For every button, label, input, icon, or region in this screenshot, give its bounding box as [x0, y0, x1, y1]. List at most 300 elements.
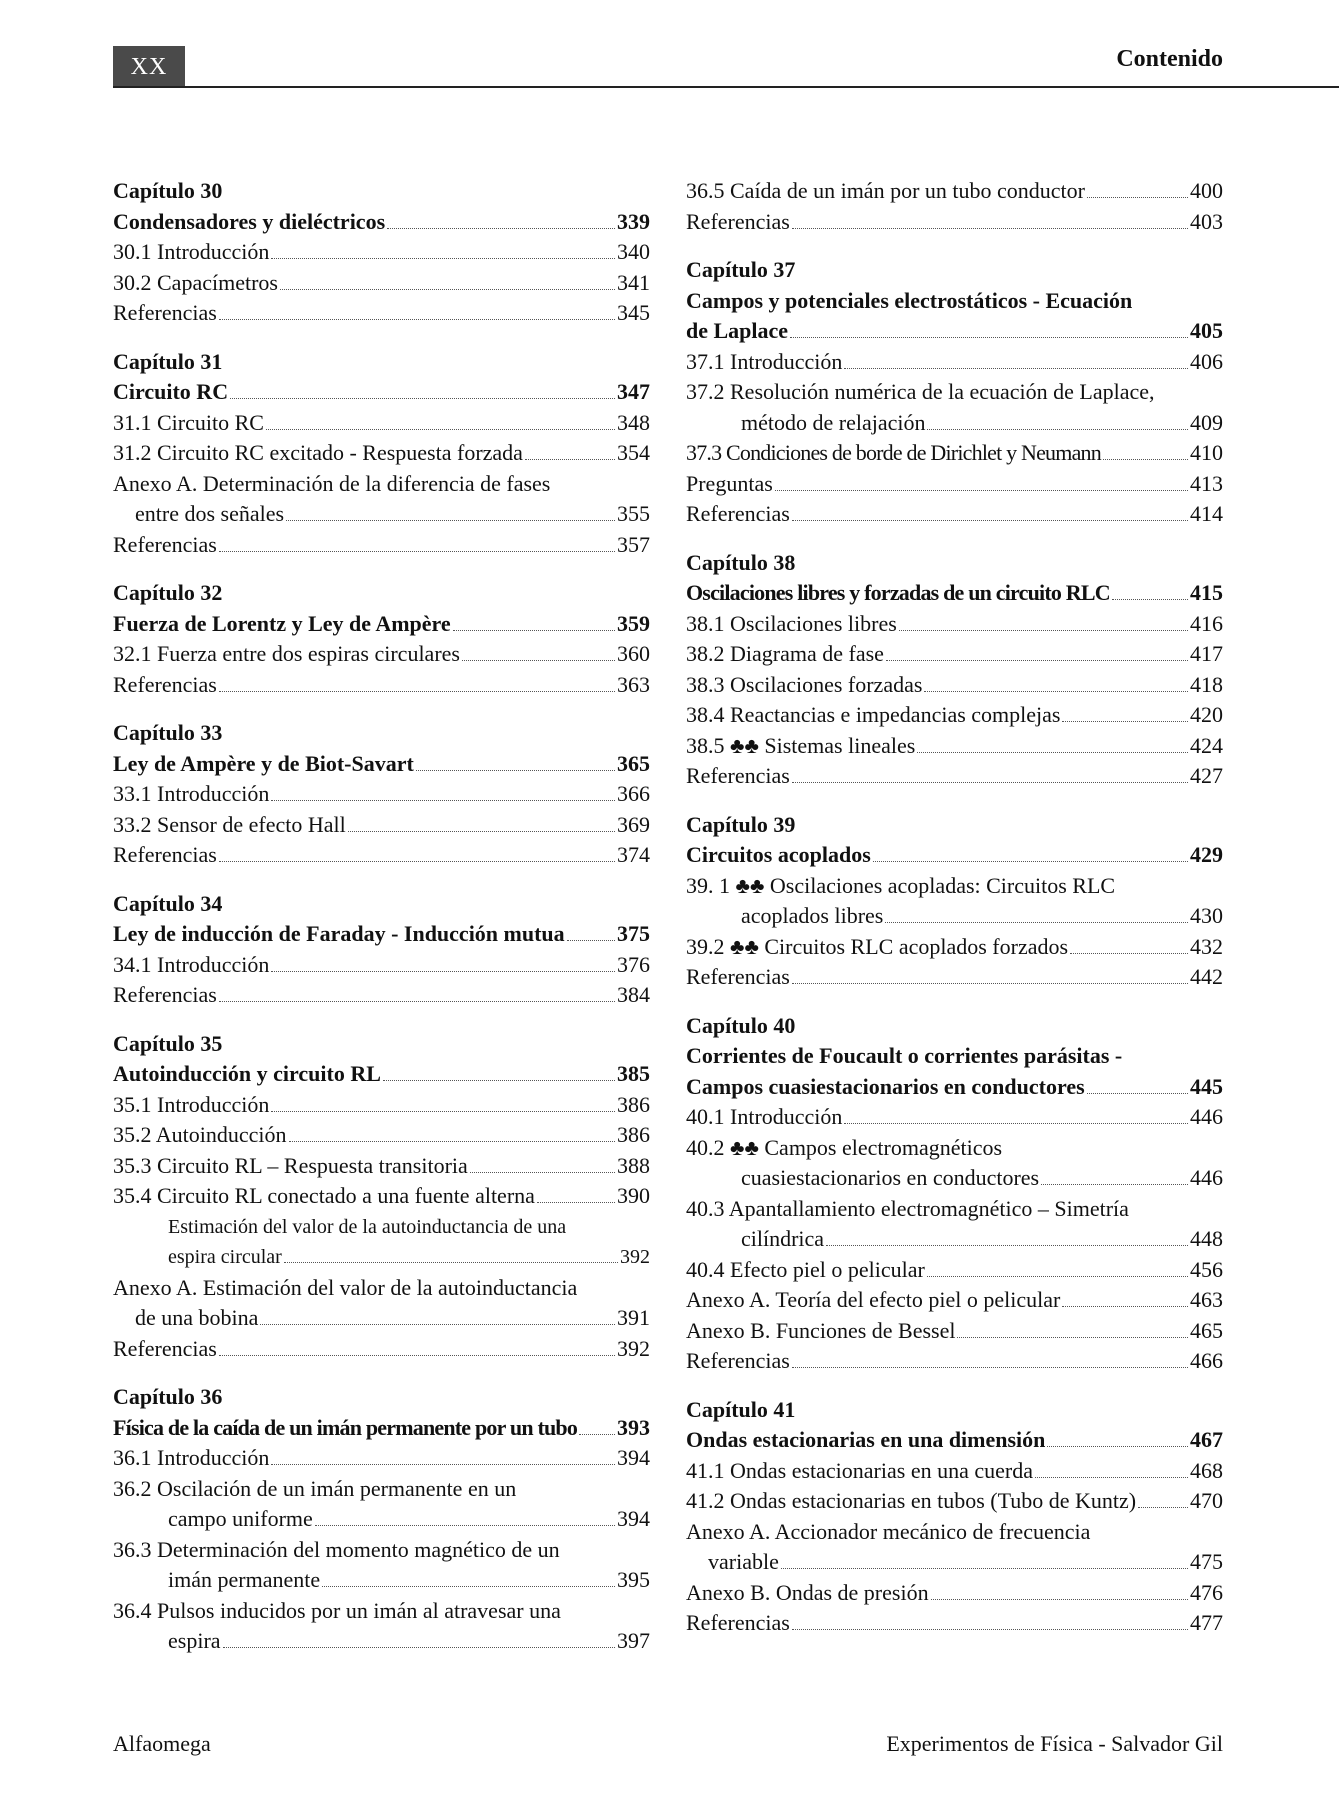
dot-leader [931, 1599, 1188, 1600]
entry-title: Anexo B. Funciones de Bessel [686, 1317, 956, 1343]
entry-page-number: 393 [617, 1414, 650, 1440]
entry-page-number: 386 [617, 1091, 650, 1117]
toc-entry-first-line: 36.2 Oscilación de un imán permanente en un [113, 1475, 517, 1501]
toc-entry [113, 1120, 650, 1151]
toc-entry-first-line: 40.2 ♣♣ Campos electromagnéticos [686, 1134, 1003, 1160]
entry-title: de una bobina [135, 1305, 259, 1330]
entry-page-number: 363 [617, 671, 650, 697]
entry-page-number: 456 [1190, 1256, 1223, 1282]
toc-entry [113, 438, 650, 469]
dot-leader [1138, 1507, 1188, 1508]
entry-page-number: 384 [617, 982, 650, 1007]
entry-page-number: 445 [1190, 1073, 1223, 1099]
dot-leader [219, 1001, 615, 1002]
entry-page-number: 432 [1190, 933, 1223, 959]
entry-title: 35.3 Circuito RL – Respuesta transitoria [113, 1152, 468, 1178]
entry-title: 40.1 Introducción [686, 1104, 843, 1129]
toc-entry [113, 1151, 650, 1182]
toc-entry [686, 639, 1223, 670]
dot-leader [579, 1434, 615, 1435]
toc-entry [686, 1486, 1223, 1517]
entry-page-number: 348 [617, 409, 650, 435]
chapter-heading: Capítulo 39 [686, 811, 796, 837]
dot-leader [885, 922, 1188, 923]
dot-leader [219, 319, 615, 320]
toc-entry [686, 1547, 1223, 1578]
entry-title: 38.2 Diagrama de fase [686, 641, 884, 666]
entry-title: Condensadores y dieléctricos [113, 208, 386, 234]
entry-title: 33.2 Sensor de efecto Hall [113, 811, 346, 837]
toc-entry [113, 639, 650, 670]
toc-entry [113, 980, 650, 1011]
toc-chapter-block [113, 347, 650, 561]
dot-leader [781, 1568, 1188, 1569]
toc-entry [686, 609, 1223, 640]
entry-title: Preguntas [686, 470, 773, 496]
entry-title: Ley de inducción de Faraday - Inducción mutua [113, 921, 565, 946]
chapter-title-entry [686, 1072, 1223, 1103]
dot-leader [271, 800, 615, 801]
dot-leader [844, 1123, 1188, 1124]
entry-page-number: 477 [1190, 1610, 1223, 1635]
chapter-heading: Capítulo 31 [113, 348, 223, 374]
entry-title: 30.2 Capacímetros [113, 269, 278, 295]
dot-leader [271, 971, 615, 972]
entry-page-number: 394 [617, 1445, 650, 1470]
toc-entry [113, 408, 650, 439]
dot-leader [348, 831, 615, 832]
entry-title: Oscilaciones libres y forzadas de un circuito RLC [686, 580, 1110, 605]
toc-entry [113, 499, 650, 530]
entry-title: Referencias [113, 1335, 217, 1361]
entry-page-number: 376 [617, 951, 650, 977]
dot-leader [1112, 599, 1188, 600]
entry-title: de Laplace [686, 318, 789, 343]
entry-page-number: 417 [1190, 641, 1223, 666]
dot-leader [223, 1647, 615, 1648]
toc-entry [686, 932, 1223, 963]
entry-page-number: 409 [1190, 409, 1223, 435]
toc-entry [686, 761, 1223, 792]
dot-leader [462, 660, 615, 661]
entry-page-number: 386 [617, 1122, 650, 1147]
toc-entry [113, 1504, 650, 1535]
toc-entry [686, 731, 1223, 762]
entry-page-number: 392 [617, 1335, 650, 1361]
entry-page-number: 429 [1190, 842, 1223, 867]
toc-entry-first-line: Campos y potenciales electrostáticos - Ecuación [686, 287, 1133, 313]
toc-entry [686, 207, 1223, 238]
entry-page-number: 448 [1190, 1226, 1223, 1251]
entry-page-number: 470 [1190, 1488, 1223, 1513]
entry-title: Referencias [686, 501, 790, 526]
toc-entry-first-line: 39. 1 ♣♣ Oscilaciones acopladas: Circuitos RLC [686, 872, 1116, 898]
dot-leader [1087, 197, 1188, 198]
dot-leader [230, 398, 615, 399]
entry-title: Anexo A. Teoría del efecto piel o pelicular [686, 1287, 1061, 1312]
toc-entry-first-line: Anexo A. Estimación del valor de la autoinductancia [113, 1274, 578, 1300]
toc-entry [686, 499, 1223, 530]
entry-title: 34.1 Introducción [113, 951, 270, 977]
toc-entry [686, 1608, 1223, 1639]
dot-leader [284, 1262, 618, 1263]
entry-page-number: 357 [617, 531, 650, 557]
toc-entry-first-line: Corrientes de Foucault o corrientes parásitas - [686, 1043, 1123, 1068]
toc-entry-first-line: 37.2 Resolución numérica de la ecuación de Laplace, [686, 379, 1155, 404]
entry-page-number: 375 [617, 921, 650, 946]
dot-leader [525, 459, 615, 460]
toc-chapter-block [113, 718, 650, 871]
toc-entry [686, 438, 1223, 469]
toc-entry [113, 530, 650, 561]
toc-entry-first-line: 36.4 Pulsos inducidos por un imán al atravesar una [113, 1597, 561, 1623]
entry-title: espira circular [168, 1246, 282, 1268]
entry-title: entre dos señales [135, 501, 285, 526]
entry-title: Referencias [686, 208, 790, 234]
entry-title: 38.3 Oscilaciones forzadas [686, 671, 923, 697]
entry-title: 41.2 Ondas estacionarias en tubos (Tubo de Kuntz) [686, 1488, 1137, 1513]
dot-leader [917, 752, 1188, 753]
chapter-heading: Capítulo 35 [113, 1030, 223, 1056]
entry-title: Física de la caída de un imán permanente por un tubo [113, 1414, 578, 1440]
dot-leader [844, 368, 1188, 369]
entry-page-number: 405 [1190, 318, 1223, 343]
toc-entry [686, 408, 1223, 439]
entry-page-number: 465 [1190, 1317, 1223, 1343]
entry-title: Anexo B. Ondas de presión [686, 1579, 929, 1605]
dot-leader [1103, 459, 1188, 460]
toc-entry [113, 950, 650, 981]
entry-page-number: 414 [1190, 501, 1223, 526]
entry-page-number: 360 [617, 641, 650, 666]
dot-leader [219, 691, 615, 692]
toc-entry [686, 1224, 1223, 1255]
entry-title: 31.1 Circuito RC [113, 409, 264, 435]
entry-title: cilíndrica [741, 1226, 825, 1251]
entry-page-number: 345 [617, 300, 650, 325]
entry-title: cuasiestacionarios en conductores [741, 1165, 1040, 1190]
entry-page-number: 410 [1190, 440, 1223, 465]
entry-title: espira [168, 1628, 221, 1653]
dot-leader [924, 691, 1188, 692]
entry-title: Referencias [686, 763, 790, 788]
toc-chapter-block [113, 578, 650, 700]
entry-page-number: 475 [1190, 1549, 1223, 1574]
entry-page-number: 391 [617, 1305, 650, 1330]
toc-entry [686, 1578, 1223, 1609]
dot-leader [927, 1276, 1188, 1277]
entry-page-number: 466 [1190, 1348, 1223, 1373]
toc-entry [686, 1163, 1223, 1194]
entry-title: 33.1 Introducción [113, 781, 270, 806]
entry-page-number: 347 [617, 379, 650, 404]
toc-column-left [113, 176, 650, 1675]
entry-title: 30.1 Introducción [113, 239, 270, 264]
running-header-title: Contenido [1116, 46, 1223, 72]
toc-entry-first-line: Estimación del valor de la autoinductancia de una [168, 1215, 567, 1238]
entry-title: Autoinducción y circuito RL [113, 1061, 381, 1086]
dot-leader [792, 1367, 1188, 1368]
entry-title: Referencias [113, 300, 217, 325]
toc-chapter-block [686, 810, 1223, 993]
toc-entry [113, 1443, 650, 1474]
header-rule [113, 86, 1339, 88]
dot-leader [286, 520, 615, 521]
chapter-title-entry [686, 840, 1223, 871]
toc-chapter-block [686, 255, 1223, 530]
entry-page-number: 446 [1190, 1104, 1223, 1129]
dot-leader [775, 490, 1188, 491]
chapter-heading: Capítulo 38 [686, 549, 796, 575]
entry-title: 35.2 Autoinducción [113, 1122, 287, 1147]
dot-leader [219, 861, 615, 862]
toc-entry-first-line: Anexo A. Determinación de la diferencia de fases [113, 470, 551, 496]
entry-title: método de relajación [741, 409, 926, 435]
entry-title: 37.3 Condiciones de borde de Dirichlet y Neumann [686, 440, 1101, 465]
dot-leader [873, 861, 1188, 862]
dot-leader [271, 1111, 615, 1112]
dot-leader [826, 1245, 1188, 1246]
chapter-title-entry [113, 919, 650, 950]
dot-leader [537, 1202, 615, 1203]
entry-title: Referencias [113, 842, 217, 867]
entry-page-number: 354 [617, 440, 650, 465]
dot-leader [927, 429, 1188, 430]
entry-title: 39.2 ♣♣ Circuitos RLC acoplados forzados [686, 933, 1069, 959]
entry-title: 36.1 Introducción [113, 1445, 270, 1470]
dot-leader [792, 782, 1188, 783]
toc-entry [686, 1285, 1223, 1316]
entry-title: Referencias [113, 671, 217, 697]
chapter-title-entry [686, 1425, 1223, 1456]
toc-column-right [686, 176, 1223, 1657]
toc-entry [686, 1456, 1223, 1487]
entry-title: Referencias [686, 1348, 790, 1373]
entry-title: 35.1 Introducción [113, 1091, 270, 1117]
toc-chapter-block [686, 548, 1223, 792]
toc-entry [113, 1181, 650, 1212]
entry-page-number: 446 [1190, 1165, 1223, 1190]
dot-leader [1070, 953, 1188, 954]
toc-entry [686, 176, 1223, 207]
entry-title: 37.1 Introducción [686, 348, 843, 374]
entry-page-number: 420 [1190, 702, 1223, 727]
entry-title: 31.2 Circuito RC excitado - Respuesta forzada [113, 440, 523, 465]
dot-leader [322, 1586, 615, 1587]
entry-page-number: 415 [1190, 580, 1223, 605]
entry-title: Campos cuasiestacionarios en conductores [686, 1073, 1085, 1099]
dot-leader [1035, 1477, 1188, 1478]
dot-leader [1047, 1446, 1188, 1447]
entry-page-number: 406 [1190, 348, 1223, 374]
toc-entry [686, 1102, 1223, 1133]
toc-entry [686, 347, 1223, 378]
entry-title: 40.4 Efecto piel o pelicular [686, 1256, 925, 1282]
dot-leader [792, 520, 1188, 521]
entry-page-number: 392 [620, 1246, 650, 1268]
toc-entry [113, 298, 650, 329]
chapter-title-entry [113, 749, 650, 780]
entry-page-number: 390 [617, 1183, 650, 1208]
toc-entry [686, 962, 1223, 993]
toc-chapter-block [113, 1029, 650, 1365]
chapter-title-entry [113, 1413, 650, 1444]
chapter-heading: Capítulo 36 [113, 1384, 223, 1409]
entry-page-number: 365 [617, 750, 650, 776]
toc-entry [686, 1255, 1223, 1286]
toc-entry [686, 670, 1223, 701]
toc-entry-first-line: Anexo A. Accionador mecánico de frecuencia [686, 1518, 1091, 1544]
dot-leader [271, 1464, 615, 1465]
entry-title: Referencias [113, 531, 217, 557]
dot-leader [1041, 1184, 1188, 1185]
dot-leader [260, 1324, 615, 1325]
page-number-box: XX [113, 46, 185, 88]
chapter-title-entry [113, 1059, 650, 1090]
entry-page-number: 463 [1190, 1287, 1223, 1312]
entry-title: Referencias [113, 982, 217, 1007]
dot-leader [1062, 721, 1188, 722]
dot-leader [792, 1629, 1188, 1630]
dot-leader [957, 1337, 1188, 1338]
entry-page-number: 359 [617, 610, 650, 636]
entry-page-number: 413 [1190, 470, 1223, 496]
dot-leader [266, 429, 615, 430]
dot-leader [567, 940, 615, 941]
entry-title: campo uniforme [168, 1506, 313, 1531]
chapter-title-entry [686, 316, 1223, 347]
chapter-heading: Capítulo 33 [113, 720, 223, 745]
chapter-heading: Capítulo 41 [686, 1396, 796, 1422]
footer-publisher: Alfaomega [113, 1731, 211, 1756]
dot-leader [886, 660, 1188, 661]
entry-page-number: 403 [1190, 208, 1223, 234]
dot-leader [416, 770, 615, 771]
dot-leader [289, 1141, 615, 1142]
dot-leader [453, 630, 615, 631]
toc-entry [686, 1346, 1223, 1377]
entry-page-number: 339 [617, 208, 650, 234]
entry-title: Referencias [686, 1610, 790, 1635]
entry-page-number: 355 [617, 501, 650, 526]
footer-book-title: Experimentos de Física - Salvador Gil [886, 1731, 1223, 1756]
entry-page-number: 467 [1190, 1427, 1223, 1452]
entry-title: Ley de Ampère y de Biot-Savart [113, 750, 414, 776]
entry-page-number: 416 [1190, 610, 1223, 636]
toc-entry [113, 810, 650, 841]
entry-page-number: 476 [1190, 1579, 1223, 1605]
toc-chapter-block [113, 889, 650, 1011]
entry-title: Fuerza de Lorentz y Ley de Ampère [113, 610, 451, 636]
entry-page-number: 442 [1190, 964, 1223, 989]
toc-chapter-block [113, 176, 650, 329]
chapter-heading: Capítulo 30 [113, 178, 223, 203]
dot-leader [1062, 1306, 1188, 1307]
chapter-heading: Capítulo 32 [113, 580, 223, 605]
toc-entry [113, 1303, 650, 1334]
entry-page-number: 369 [617, 811, 650, 837]
toc-entry [113, 840, 650, 871]
dot-leader [383, 1080, 615, 1081]
toc-chapter-block [686, 176, 1223, 237]
dot-leader [470, 1172, 615, 1173]
entry-page-number: 385 [617, 1061, 650, 1086]
entry-title: Circuito RC [113, 379, 229, 404]
toc-entry-first-line: 40.3 Apantallamiento electromagnético – Simetría [686, 1195, 1129, 1221]
chapter-title-entry [686, 578, 1223, 609]
toc-entry [686, 901, 1223, 932]
toc-entry-first-line: 36.3 Determinación del momento magnético de un [113, 1536, 560, 1562]
dot-leader [1087, 1093, 1188, 1094]
entry-page-number: 395 [617, 1567, 650, 1592]
entry-title: 38.1 Oscilaciones libres [686, 610, 897, 636]
entry-title: imán permanente [168, 1567, 321, 1592]
toc-entry [686, 469, 1223, 500]
entry-page-number: 400 [1190, 178, 1223, 203]
dot-leader [792, 983, 1188, 984]
dot-leader [387, 228, 615, 229]
entry-page-number: 427 [1190, 763, 1223, 788]
entry-page-number: 366 [617, 781, 650, 806]
entry-title: 36.5 Caída de un imán por un tubo conductor [686, 178, 1085, 203]
toc-chapter-block [686, 1011, 1223, 1377]
toc-entry [113, 1242, 650, 1273]
entry-title: 38.4 Reactancias e impedancias complejas [686, 702, 1061, 727]
toc-entry [113, 1090, 650, 1121]
chapter-title-entry [113, 207, 650, 238]
toc-entry [113, 779, 650, 810]
entry-title: Ondas estacionarias en una dimensión [686, 1427, 1046, 1452]
dot-leader [899, 630, 1188, 631]
chapter-title-entry [113, 377, 650, 408]
entry-page-number: 341 [617, 269, 650, 295]
toc-entry [113, 1565, 650, 1596]
toc-entry [113, 1626, 650, 1657]
toc-entry [113, 268, 650, 299]
dot-leader [219, 1355, 615, 1356]
entry-page-number: 397 [617, 1628, 650, 1653]
dot-leader [280, 289, 615, 290]
entry-page-number: 468 [1190, 1457, 1223, 1483]
dot-leader [271, 258, 615, 259]
entry-page-number: 418 [1190, 671, 1223, 697]
entry-title: variable [708, 1549, 779, 1574]
chapter-heading: Capítulo 34 [113, 890, 223, 916]
dot-leader [315, 1525, 615, 1526]
entry-title: Circuitos acoplados [686, 842, 871, 867]
entry-title: acoplados libres [741, 903, 884, 928]
toc-entry [113, 1334, 650, 1365]
entry-title: 32.1 Fuerza entre dos espiras circulares [113, 641, 460, 666]
entry-page-number: 394 [617, 1506, 650, 1531]
dot-leader [219, 551, 615, 552]
chapter-heading: Capítulo 40 [686, 1012, 796, 1038]
toc-entry [686, 1316, 1223, 1347]
entry-title: 35.4 Circuito RL conectado a una fuente alterna [113, 1183, 535, 1208]
dot-leader [792, 228, 1188, 229]
entry-page-number: 424 [1190, 732, 1223, 758]
entry-page-number: 430 [1190, 903, 1223, 928]
entry-title: 38.5 ♣♣ Sistemas lineales [686, 732, 916, 758]
entry-title: Referencias [686, 964, 790, 989]
toc-chapter-block [113, 1382, 650, 1657]
entry-page-number: 388 [617, 1152, 650, 1178]
toc-entry [113, 670, 650, 701]
entry-title: 41.1 Ondas estacionarias en una cuerda [686, 1457, 1033, 1483]
entry-page-number: 340 [617, 239, 650, 264]
chapter-heading: Capítulo 37 [686, 257, 796, 282]
toc-entry [113, 237, 650, 268]
